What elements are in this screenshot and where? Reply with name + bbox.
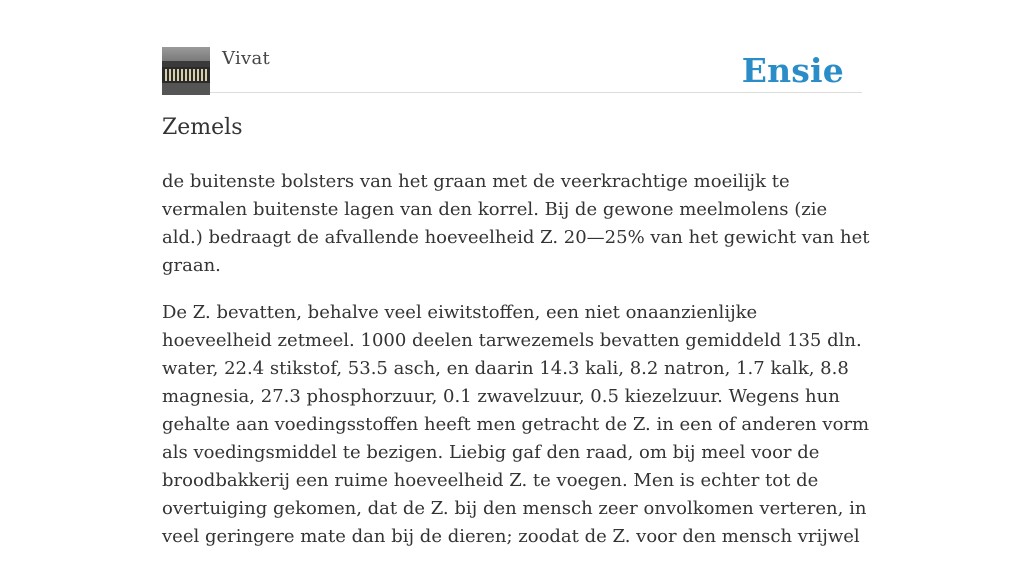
- avatar[interactable]: [162, 47, 210, 95]
- article-title: Zemels: [162, 115, 243, 140]
- typewriter-keys-avatar-icon: [162, 47, 210, 95]
- article-paragraph: de buitenste bolsters van het graan met de veerkrachtige moeilijk te vermalen buitenste lagen van den korrel. Bij de gewone meelmolens (zie ald.) bedraagt de afvallende hoeveelheid Z. 20—25% van het gewicht van het graan.: [162, 171, 870, 276]
- page: [162, 0, 870, 547]
- author-name[interactable]: Vivat: [222, 48, 271, 69]
- site-logo[interactable]: Ensie: [741, 51, 844, 90]
- article-paragraph: De Z. bevatten, behalve veel eiwitstoffen, een niet onaanzienlijke hoeveelheid zetmeel. 1000 deelen tarwezemels bevatten gemiddeld 135 dln. water, 22.4 stikstof, 53.5 asch, en daarin 14.3 kali, 8.2 natron, 1.7 kalk, 8.8 magnesia, 27.3 phosphorzuur, 0.1 zwavelzuur, 0.5 kiezelzuur. Wegens hun gehalte aan voedingsstoffen heeft men getracht de Z. in een of anderen vorm als voedingsmiddel te bezigen. Liebig gaf den raad, om bij meel voor de broodbakkerij een ruime hoeveelheid Z. te voegen. Men is echter tot de overtuiging gekomen, dat de Z. bij den mensch zeer onvolkomen verteren, in veel geringere mate dan bij de dieren; zoodat de Z. voor den mensch vrijwel: [162, 302, 870, 547]
- article-body: [162, 168, 872, 570]
- header: [162, 46, 862, 93]
